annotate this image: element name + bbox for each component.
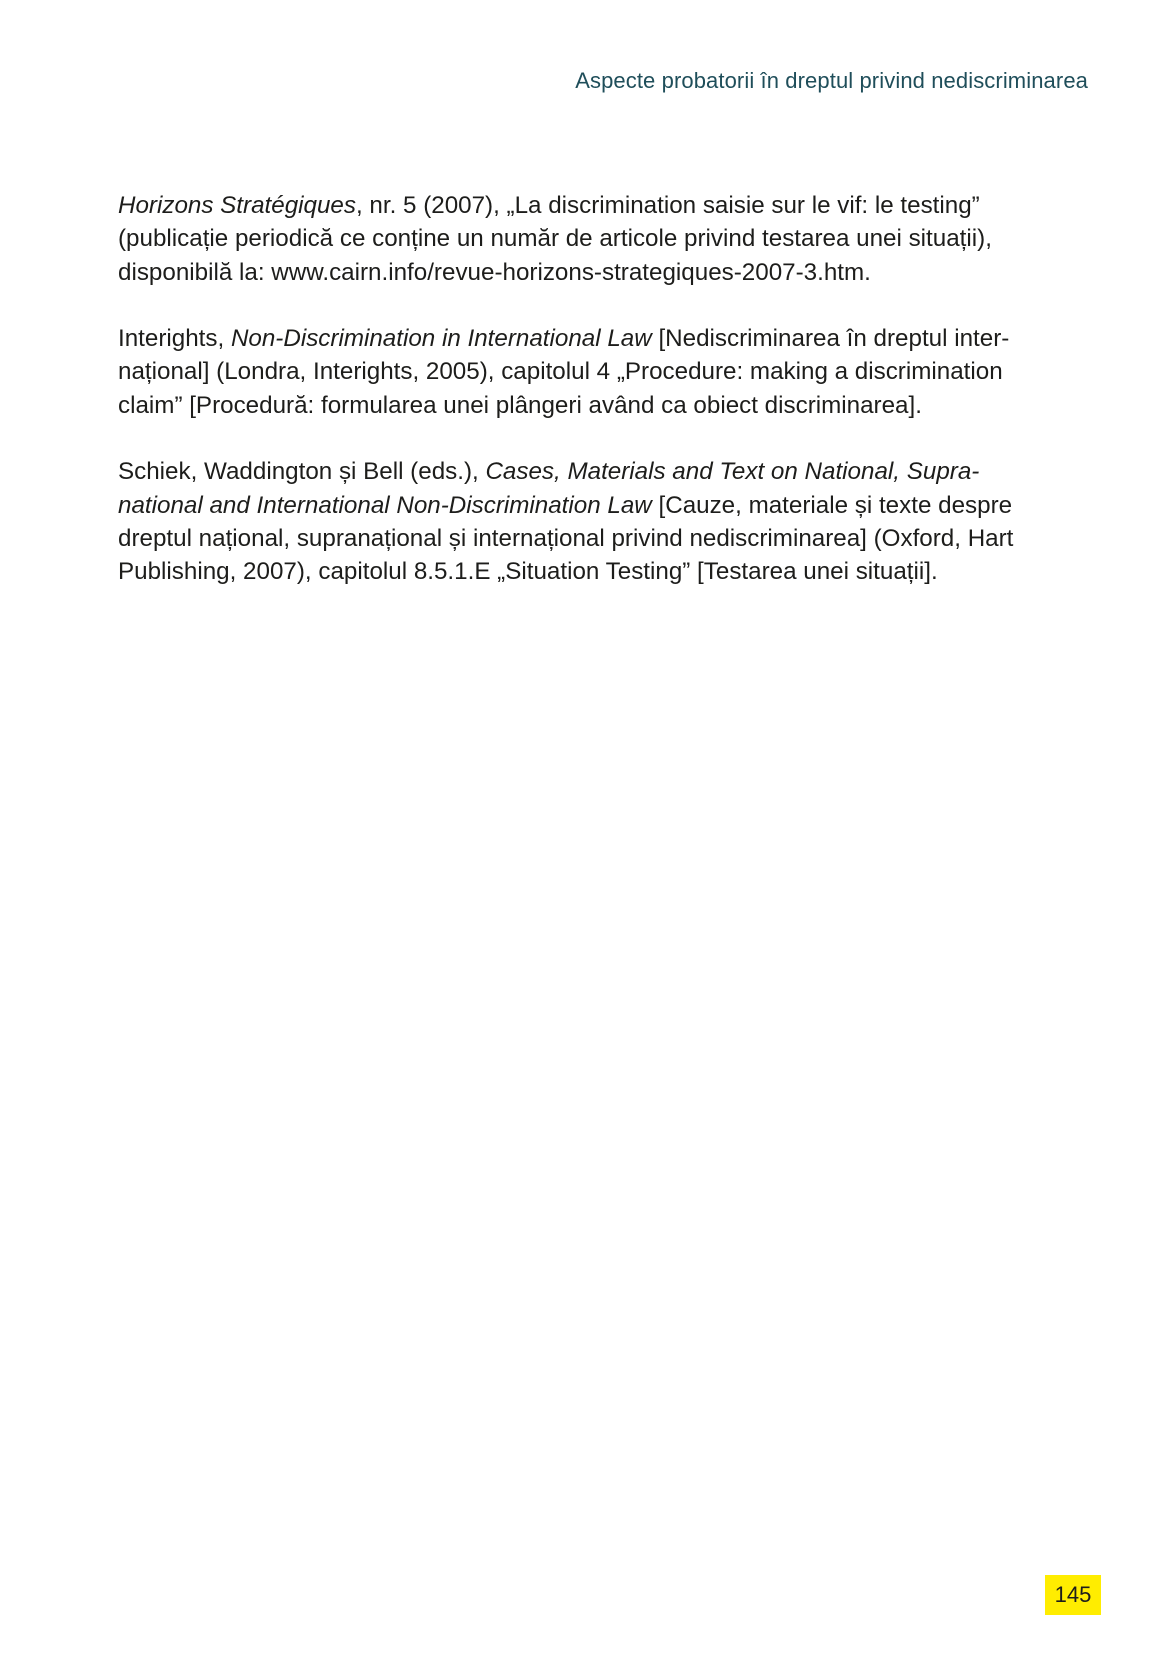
reference-title: Cases, Materials and Text on National, Supra- <box>485 458 980 486</box>
reference-text: claim” [Procedură: formularea unei plângeri având ca obiect discriminarea]. <box>118 391 922 419</box>
reference-text: Schiek, Waddington și Bell (eds.), <box>118 458 486 486</box>
reference-item <box>118 189 1018 289</box>
reference-text: (publicație periodică ce conține un număr de articole privind testarea unei situații), <box>118 225 992 253</box>
reference-text: [Nediscriminarea în dreptul inter- <box>651 325 1010 353</box>
reference-item <box>118 455 1018 588</box>
reference-text: , nr. 5 (2007), „La discrimination saisie sur le vif: le testing” <box>355 192 980 219</box>
page-number: 145 <box>1045 1575 1101 1615</box>
reference-text: Interights, <box>118 325 231 353</box>
reference-text: național] (Londra, Interights, 2005), capitolul 4 „Procedure: making a discrimination <box>118 358 1003 386</box>
running-header: Aspecte probatorii în dreptul privind nediscriminarea <box>575 68 1088 93</box>
reference-text: disponibilă la: www.cairn.info/revue-horizons-strategiques-2007-3.htm. <box>118 258 871 286</box>
reference-text: Publishing, 2007), capitolul 8.5.1.E „Situation Testing” [Testarea unei situații]. <box>118 558 938 586</box>
reference-title: Non-Discrimination in International Law <box>230 325 652 353</box>
reference-text: dreptul național, supranațional și internațional privind nediscriminarea] (Oxford, Hart <box>118 524 1014 552</box>
reference-title: national and International Non-Discrimination Law <box>118 491 652 519</box>
reference-item <box>118 322 1018 422</box>
reference-text: [Cauze, materiale și texte despre <box>651 491 1013 519</box>
reference-title: Horizons Stratégiques <box>118 192 356 219</box>
reference-list <box>118 189 1018 622</box>
